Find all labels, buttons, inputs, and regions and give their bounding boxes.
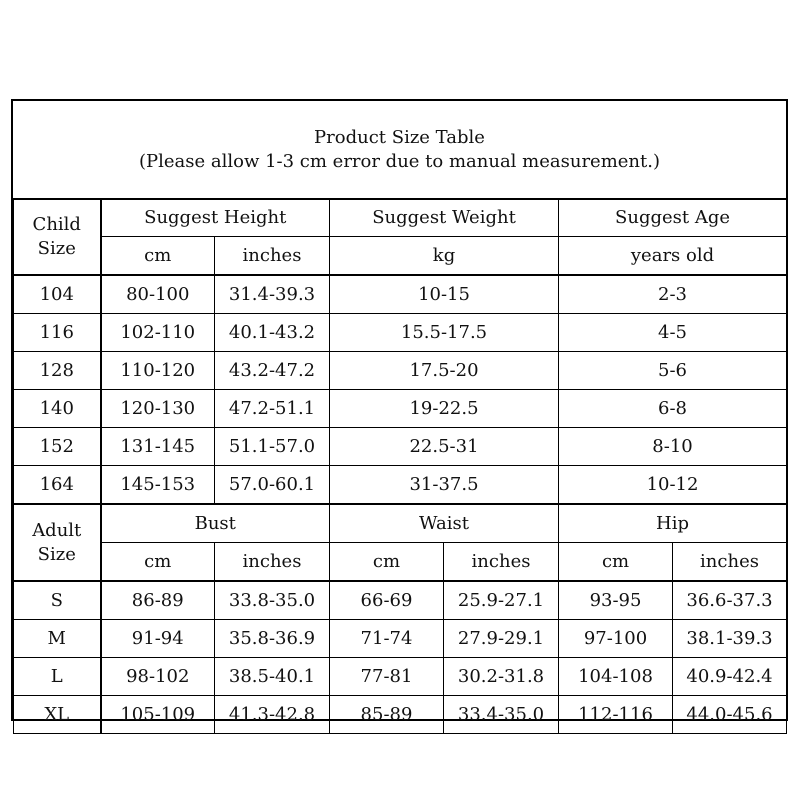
hip-cm-cell: 104-108	[559, 658, 673, 696]
unit-cm: cm	[330, 543, 444, 582]
bust-in-cell: 41.3-42.8	[215, 696, 330, 734]
bust-in-cell: 35.8-36.9	[215, 620, 330, 658]
unit-inches: inches	[444, 543, 559, 582]
child-size-label-line1: Child	[32, 213, 81, 235]
adult-size-cell: S	[14, 581, 101, 620]
height-inches-cell: 40.1-43.2	[215, 314, 330, 352]
waist-in-cell: 33.4-35.0	[444, 696, 559, 734]
header-waist: Waist	[330, 504, 559, 543]
adult-unit-row	[14, 543, 787, 582]
waist-cm-cell: 85-89	[330, 696, 444, 734]
waist-cm-cell: 71-74	[330, 620, 444, 658]
bust-cm-cell: 98-102	[101, 658, 215, 696]
weight-kg-cell: 10-15	[330, 275, 559, 314]
waist-in-cell: 25.9-27.1	[444, 581, 559, 620]
table-title: Product Size Table	[314, 126, 485, 148]
hip-in-cell: 38.1-39.3	[673, 620, 787, 658]
adult-size-cell: M	[14, 620, 101, 658]
hip-in-cell: 36.6-37.3	[673, 581, 787, 620]
adult-size-label-line2: Size	[37, 543, 76, 565]
unit-cm: cm	[559, 543, 673, 582]
child-size-cell: 104	[14, 275, 101, 314]
height-cm-cell: 110-120	[101, 352, 215, 390]
child-size-label	[14, 199, 101, 276]
header-bust: Bust	[101, 504, 330, 543]
age-cell: 10-12	[559, 466, 787, 505]
table-row	[14, 620, 787, 658]
header-hip: Hip	[559, 504, 787, 543]
waist-in-cell: 27.9-29.1	[444, 620, 559, 658]
bust-in-cell: 33.8-35.0	[215, 581, 330, 620]
table-note: (Please allow 1-3 cm error due to manual measurement.)	[138, 150, 660, 172]
height-inches-cell: 31.4-39.3	[215, 275, 330, 314]
height-cm-cell: 145-153	[101, 466, 215, 505]
child-group-header-row	[14, 199, 787, 237]
age-cell: 5-6	[559, 352, 787, 390]
adult-size-cell: L	[14, 658, 101, 696]
hip-cm-cell: 93-95	[559, 581, 673, 620]
child-size-cell: 152	[14, 428, 101, 466]
weight-kg-cell: 17.5-20	[330, 352, 559, 390]
unit-height-cm: cm	[101, 237, 215, 276]
adult-size-cell: XL	[14, 696, 101, 734]
height-cm-cell: 102-110	[101, 314, 215, 352]
height-cm-cell: 80-100	[101, 275, 215, 314]
weight-kg-cell: 19-22.5	[330, 390, 559, 428]
age-cell: 4-5	[559, 314, 787, 352]
waist-cm-cell: 66-69	[330, 581, 444, 620]
table-row	[14, 658, 787, 696]
weight-kg-cell: 31-37.5	[330, 466, 559, 505]
unit-cm: cm	[101, 543, 215, 582]
table-row	[14, 275, 787, 314]
age-cell: 8-10	[559, 428, 787, 466]
table-title-box	[13, 101, 786, 200]
table-row	[14, 581, 787, 620]
hip-cm-cell: 97-100	[559, 620, 673, 658]
unit-age-years: years old	[559, 237, 787, 276]
age-cell: 6-8	[559, 390, 787, 428]
height-inches-cell: 57.0-60.1	[215, 466, 330, 505]
size-grid	[13, 198, 787, 734]
waist-cm-cell: 77-81	[330, 658, 444, 696]
child-size-label-line2: Size	[37, 237, 76, 259]
height-cm-cell: 120-130	[101, 390, 215, 428]
unit-weight-kg: kg	[330, 237, 559, 276]
hip-in-cell: 40.9-42.4	[673, 658, 787, 696]
table-row	[14, 314, 787, 352]
child-size-cell: 140	[14, 390, 101, 428]
height-inches-cell: 47.2-51.1	[215, 390, 330, 428]
unit-inches: inches	[673, 543, 787, 582]
height-cm-cell: 131-145	[101, 428, 215, 466]
table-row	[14, 466, 787, 505]
table-row	[14, 390, 787, 428]
hip-cm-cell: 112-116	[559, 696, 673, 734]
adult-size-label	[14, 504, 101, 581]
age-cell: 2-3	[559, 275, 787, 314]
adult-size-label-line1: Adult	[32, 519, 82, 541]
header-suggest-height: Suggest Height	[101, 199, 330, 237]
bust-cm-cell: 105-109	[101, 696, 215, 734]
hip-in-cell: 44.0-45.6	[673, 696, 787, 734]
height-inches-cell: 43.2-47.2	[215, 352, 330, 390]
child-size-cell: 128	[14, 352, 101, 390]
adult-group-header-row	[14, 504, 787, 543]
header-suggest-age: Suggest Age	[559, 199, 787, 237]
child-size-cell: 164	[14, 466, 101, 505]
child-unit-row	[14, 237, 787, 276]
child-size-cell: 116	[14, 314, 101, 352]
table-row	[14, 428, 787, 466]
bust-cm-cell: 86-89	[101, 581, 215, 620]
table-row	[14, 352, 787, 390]
unit-inches: inches	[215, 543, 330, 582]
unit-height-inches: inches	[215, 237, 330, 276]
table-row	[14, 696, 787, 734]
weight-kg-cell: 22.5-31	[330, 428, 559, 466]
waist-in-cell: 30.2-31.8	[444, 658, 559, 696]
bust-cm-cell: 91-94	[101, 620, 215, 658]
weight-kg-cell: 15.5-17.5	[330, 314, 559, 352]
height-inches-cell: 51.1-57.0	[215, 428, 330, 466]
size-table-sheet	[11, 99, 788, 725]
header-suggest-weight: Suggest Weight	[330, 199, 559, 237]
bust-in-cell: 38.5-40.1	[215, 658, 330, 696]
